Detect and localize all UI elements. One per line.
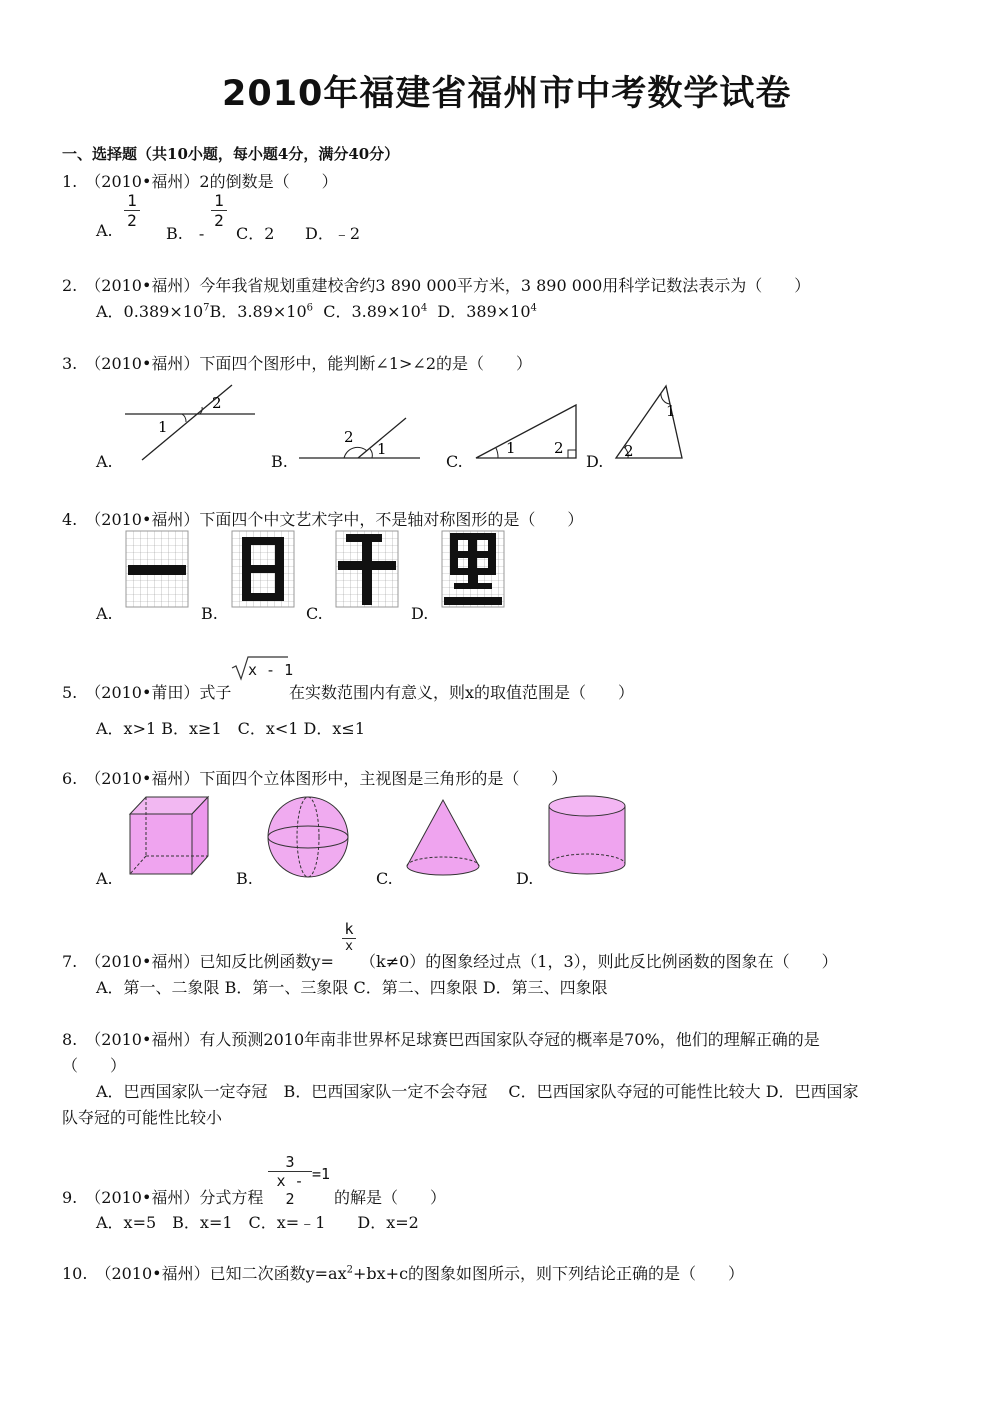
q2-option-b: B．3.89×10 [209, 302, 307, 321]
q9-options: A．x=5 B．x=1 C．x=﹣1 D．x=2 [96, 1213, 419, 1232]
q5-radicand: x - 1 [248, 661, 294, 679]
q4-glyph-qian [336, 531, 398, 607]
angle-1-label: 1 [506, 439, 516, 457]
q7-options: A．第一、二象限 B．第一、三象限 C．第二、四象限 D．第三、四象限 [96, 978, 608, 997]
q9-fraction [268, 1153, 312, 1208]
fraction-denominator: 2 [214, 211, 224, 230]
q7-fraction [342, 920, 356, 954]
q3-figure-d [610, 382, 690, 462]
q2-option-c-exponent: 4 [420, 302, 428, 314]
question-1-stem: 1. （2010•福州）2的倒数是（ ） [62, 172, 338, 191]
q3-label-b: B. [271, 452, 288, 471]
angle-2-label: 2 [624, 442, 634, 460]
question-10-stem-part2: +bx+c的图象如图所示，则下列结论正确的是（ ） [353, 1264, 745, 1283]
question-7-stem-part2: （k≠0）的图象经过点（1，3），则此反比例函数的图象在（ ） [360, 952, 838, 971]
q3-label-a: A. [96, 452, 113, 471]
q6-label-b: B. [236, 869, 253, 888]
q2-options [96, 299, 537, 322]
q1-option-c: C．2 [236, 224, 275, 243]
q2-option-b-exponent: 6 [306, 302, 314, 314]
q4-label-c: C. [306, 604, 323, 623]
q10-exponent: 2 [346, 1264, 353, 1276]
q1-option-d: D．﹣2 [305, 224, 361, 243]
q3-figure-a [120, 380, 260, 465]
fraction-numerator: k [342, 920, 356, 939]
angle-1-label: 1 [158, 418, 168, 436]
fraction-numerator: 3 [268, 1153, 312, 1172]
fraction-denominator: 2 [127, 211, 137, 230]
fraction-denominator: x [345, 939, 353, 954]
q1-option-b-fraction [211, 191, 227, 230]
q2-option-c: C．3.89×10 [323, 302, 421, 321]
question-4-stem: 4. （2010•福州）下面四个中文艺术字中，不是轴对称图形的是（ ） [62, 510, 584, 529]
q6-label-d: D. [516, 869, 534, 888]
page-title: 2010年福建省福州市中考数学试卷 [222, 74, 792, 114]
q6-sphere [265, 796, 353, 880]
q4-glyph-li [442, 531, 504, 607]
q3-figure-b [296, 412, 426, 464]
question-9-stem-part1: 9. （2010•福州）分式方程 [62, 1188, 264, 1207]
question-10-stem-part1: 10. （2010•福州）已知二次函数y=ax [62, 1264, 347, 1283]
question-6-stem: 6. （2010•福州）下面四个立体图形中，主视图是三角形的是（ ） [62, 769, 568, 788]
question-8-stem: 8. （2010•福州）有人预测2010年南非世界杯足球赛巴西国家队夺冠的概率是70%，他们的理解正确的是 [62, 1030, 820, 1049]
q1-option-a-fraction [124, 191, 140, 230]
q4-label-d: D. [411, 604, 429, 623]
q4-label-b: B. [201, 604, 218, 623]
q4-label-a: A. [96, 604, 113, 623]
question-5-stem-part2: 在实数范围内有意义，则x的取值范围是（ ） [289, 683, 635, 702]
question-7-stem-part1: 7. （2010•福州）已知反比例函数y= [62, 952, 334, 971]
q5-options: A．x>1 B．x≥1 C．x<1 D．x≤1 [96, 719, 365, 738]
q6-label-a: A. [96, 869, 113, 888]
q3-figure-c [472, 402, 582, 462]
q4-glyph-ri [232, 531, 294, 607]
q3-label-d: D. [586, 452, 604, 471]
question-3-stem: 3. （2010•福州）下面四个图形中，能判断∠1>∠2的是（ ） [62, 354, 533, 373]
angle-2-label: 2 [344, 428, 354, 446]
angle-2-label: 2 [554, 439, 564, 457]
angle-2-label: 2 [212, 394, 222, 412]
fraction-numerator: 1 [211, 191, 227, 211]
q1-option-a: A. [96, 221, 113, 240]
q3-label-c: C. [446, 452, 463, 471]
question-2-stem: 2. （2010•福州）今年我省规划重建校舍约3 890 000平方米，3 890 000用科学记数法表示为（ ） [62, 276, 811, 295]
q1-option-b: B. - [166, 224, 205, 243]
q6-cone [404, 798, 482, 878]
fraction-numerator: 1 [124, 191, 140, 211]
question-8-paren: （ ） [62, 1056, 127, 1075]
q2-option-d: D．389×10 [437, 302, 531, 321]
q6-cube [126, 794, 212, 878]
angle-1-label: 1 [666, 402, 676, 420]
fraction-denominator: x - 2 [276, 1172, 304, 1208]
section-heading: 一、选择题（共10小题，每小题4分，满分40分） [62, 145, 400, 163]
q2-option-a: A．0.389×10 [96, 302, 204, 321]
q4-glyph-yi [126, 531, 188, 607]
q6-label-c: C. [376, 869, 393, 888]
question-10-stem [62, 1261, 744, 1284]
q2-option-d-exponent: 4 [530, 302, 537, 314]
q9-equals: =1 [312, 1165, 331, 1183]
question-9-stem-part2: 的解是（ ） [334, 1188, 447, 1207]
q6-cylinder [546, 794, 628, 878]
question-5-stem-part1: 5. （2010•莆田）式子 [62, 683, 232, 702]
q8-options-line1: A．巴西国家队一定夺冠 B．巴西国家队一定不会夺冠 C．巴西国家队夺冠的可能性比较大 D．巴西国家 [96, 1082, 859, 1101]
angle-1-label: 1 [377, 440, 387, 458]
q8-options-line2: 队夺冠的可能性比较小 [62, 1108, 223, 1127]
q2-option-a-exponent: 7 [203, 302, 210, 314]
